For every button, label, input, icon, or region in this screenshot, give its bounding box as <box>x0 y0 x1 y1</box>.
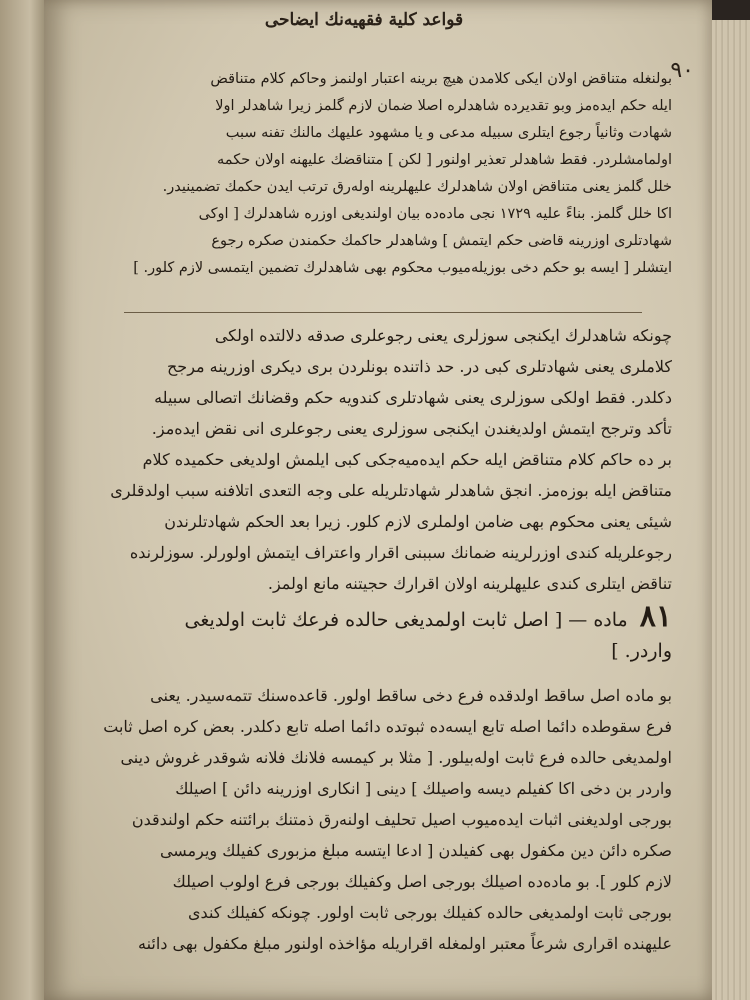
body-line: اولمديغى حالده فرع ثابت اوله‌بيلور. [ مثلا بر كيمسه فلانك فلانه شوقدر غروش دينى <box>120 748 672 767</box>
body-paragraph <box>74 320 672 599</box>
body-line: عليهنده اقرارى شرعاً معتبر اولمغله اقراريله مؤاخذه اولنور مبلغ مكفول بهى دائنه <box>138 934 672 953</box>
footnote-line: شهادتلرى اوزرينه قاضى حكم ايتمش ] وشاهدلر حاكمك حكمندن صكره رجوع <box>211 233 672 249</box>
section-divider <box>124 312 642 313</box>
body-line: بر ده حاكم كلام متناقض ايله حكم ايده‌ميه‌جكى كبى ايلمش اولديغى حكميده كلام <box>142 450 672 469</box>
body-line: بو ماده اصل ساقط اولدقده فرع دخى ساقط اولور. قاعده‌سنك تتمه‌سيدر. يعنى <box>150 686 672 705</box>
body-line: رجوعلريله كندى اوزرلرينه ضمانك سببنى اقرار واعتراف ايتمش اولورلر. سوزلرنده <box>129 543 672 562</box>
body-line: تناقض ايتلرى كندى عليهلرينه اولان اقرارك حجيتنه مانع اولمز. <box>267 574 672 593</box>
footnote-line: اكا خلل گلمز. بناءً عليه ١٧٢٩ نجى ماده‌ده بيان اولنديغى اوزره شاهدلرك [ اوكى <box>198 206 672 222</box>
body-line: كلاملرى يعنى شهادتلرى كبى در. حد ذاتنده بونلردن برى ديكرى اوزرينه مرجح <box>166 357 672 376</box>
body-line: چونكه شاهدلرك ايكنجى سوزلرى يعنى رجوعلرى صدقه دلالتده اولكى <box>214 326 672 345</box>
article-number: ٨١ <box>639 600 672 634</box>
body-line: واردر بن دخى اكا كفيلم ديسه واصيلك ] دينى [ انكارى اوزرينه دائن ] اصيلك <box>175 779 672 798</box>
article-title: ماده — [ اصل ثابت اولمديغى حالده فرعك ثابت اولديغى <box>184 609 628 631</box>
right-page-edges <box>706 20 750 1000</box>
body-line: لازم كلور ]. بو ماده‌ده اصيلك بورجى اصل وكفيلك بورجى فرع اولوب اصيلك <box>172 872 672 891</box>
footnote-line: خلل گلمز يعنى متناقض اولان شاهدلرك عليهلرينه اوله‌رق ترتب ايدن حكمك تضمينيدر. <box>162 179 672 195</box>
article-title-line <box>74 600 672 634</box>
article-heading <box>74 600 672 668</box>
footnote-block <box>74 66 672 282</box>
page-number: ٩٠ <box>670 58 694 83</box>
left-page-edge <box>0 0 50 1000</box>
body-line: فرع سقوطده دائما اصله تابع ايسه‌ده ثبوتده دائما اصله تابع دكلدر. بعض كره اصل ثابت <box>103 717 672 736</box>
book-page <box>44 0 712 1000</box>
footnote-line: شهادت وثانياً رجوع ايتلرى سبيله مدعى و يا مشهود عليهك مالنك تفنه سبب <box>225 125 672 141</box>
article-explanation <box>74 680 672 959</box>
footnote-line: اولمامشلردر. فقط شاهدلر تعذير اولنور [ لكن ] متناقضك عليهنه اولان حكمه <box>217 152 672 168</box>
article-title-continuation: واردر. ] <box>611 640 672 662</box>
body-line: شيئى يعنى محكوم بهى ضامن اولملرى لازم كلور. زيرا بعد الحكم شهادتلرندن <box>164 512 672 531</box>
body-line: متناقض ايله بوزه‌مز. انجق شاهدلر شهادتلريله على وجه التعدى اتلافنه سبب اولدقلرى <box>110 481 672 500</box>
body-line: تأكد وترجح ايتمش اولديغندن ايكنجى سوزلرى يعنى رجوعلرى انى نقض ايده‌مز. <box>151 419 672 438</box>
body-line: دكلدر. فقط اولكى سوزلرى يعنى شهادتلرى كندويه حكم وقضانك اتصالى سبيله <box>154 388 672 407</box>
footnote-line: ايتشلر [ ايسه بو حكم دخى بوزيله‌ميوب محكوم بهى شاهدلرك تضمين ايتمسى لازم كلور. ] <box>133 260 672 276</box>
running-header: قواعد كلية فقهيه‌نك ايضاحى <box>264 10 464 30</box>
footnote-line: ايله حكم ايده‌مز وبو تقديرده شاهدلره اصلا ضمان لازم گلمز زيرا شاهدلر اولا <box>215 98 672 114</box>
body-line: بورجى اولديغنى اثبات ايده‌ميوب اصيل تحليف اولنه‌رق ذمتنك برائتنه حكم اولندقدن <box>131 810 672 829</box>
body-line: صكره دائن دين مكفول بهى كفيلدن [ ادعا ايتسه مبلغ مزبورى كفيلك ويرمسى <box>159 841 672 860</box>
footnote-line: بولنغله متناقض اولان ايكى كلامدن هيچ برينه اعتبار اولنمز وحاكم كلام متناقض <box>210 71 672 87</box>
body-line: بورجى ثابت اولمديغى حالده كفيلك بورجى ثابت اولور. چونكه كفيلك كندى <box>188 903 672 922</box>
